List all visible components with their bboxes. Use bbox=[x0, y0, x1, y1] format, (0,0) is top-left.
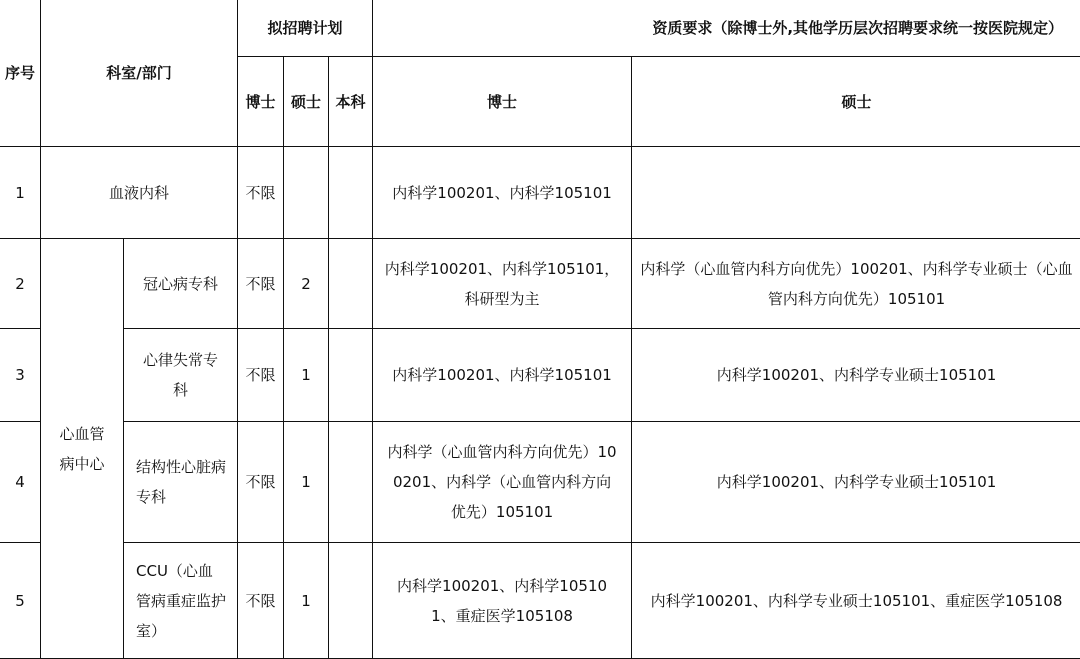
row-master-count: 1 bbox=[284, 543, 329, 659]
row-phd-req: 内科学（心血管内科方向优先）100201、内科学（心血管内科方向优先）105101 bbox=[373, 422, 632, 543]
header-bachelor: 本科 bbox=[329, 57, 373, 147]
row-subdept: 冠心病专科 bbox=[124, 239, 238, 329]
row-master-req: 内科学100201、内科学专业硕士105101、重症医学105108 bbox=[632, 543, 1080, 659]
row-phd-count: 不限 bbox=[238, 543, 284, 659]
row-seq: 5 bbox=[0, 543, 41, 659]
row-phd-req: 内科学100201、内科学105101 bbox=[373, 329, 632, 422]
row-master-req: 内科学100201、内科学专业硕士105101 bbox=[632, 422, 1080, 543]
row-phd-req: 内科学100201、内科学105101 bbox=[373, 147, 632, 239]
header-phd: 博士 bbox=[238, 57, 284, 147]
table-row bbox=[0, 422, 1080, 543]
row-bachelor-count bbox=[329, 239, 373, 329]
row-phd-count: 不限 bbox=[238, 239, 284, 329]
row-seq: 1 bbox=[0, 147, 41, 239]
header-phd-req: 博士 bbox=[373, 57, 632, 147]
table-row bbox=[0, 147, 1080, 239]
row-bachelor-count bbox=[329, 422, 373, 543]
row-subdept: 心律失常专科 bbox=[124, 329, 238, 422]
row-bachelor-count bbox=[329, 329, 373, 422]
row-master-req: 内科学（心血管内科方向优先）100201、内科学专业硕士（心血管内科方向优先）105101 bbox=[632, 239, 1080, 329]
row-seq: 3 bbox=[0, 329, 41, 422]
header-dept: 科室/部门 bbox=[41, 0, 238, 147]
row-bachelor-count bbox=[329, 543, 373, 659]
header-master: 硕士 bbox=[284, 57, 329, 147]
row-master-count bbox=[284, 147, 329, 239]
row-master-count: 1 bbox=[284, 422, 329, 543]
header-row-top bbox=[0, 0, 1080, 57]
header-requirements: 资质要求（除博士外,其他学历层次招聘要求统一按医院规定） bbox=[373, 0, 1080, 57]
row-phd-req: 内科学100201、内科学105101、重症医学105108 bbox=[373, 543, 632, 659]
row-master-count: 2 bbox=[284, 239, 329, 329]
row-phd-count: 不限 bbox=[238, 147, 284, 239]
row-subdept: CCU（心血管病重症监护室） bbox=[124, 543, 238, 659]
row-dept: 血液内科 bbox=[41, 147, 238, 239]
row-master-req bbox=[632, 147, 1080, 239]
table-row bbox=[0, 239, 1080, 329]
row-dept-group: 心血管病中心 bbox=[41, 239, 124, 659]
table-row bbox=[0, 543, 1080, 659]
row-master-count: 1 bbox=[284, 329, 329, 422]
row-seq: 4 bbox=[0, 422, 41, 543]
header-master-req: 硕士 bbox=[632, 57, 1080, 147]
row-subdept: 结构性心脏病专科 bbox=[124, 422, 238, 543]
row-phd-req: 内科学100201、内科学105101，科研型为主 bbox=[373, 239, 632, 329]
row-bachelor-count bbox=[329, 147, 373, 239]
header-plan: 拟招聘计划 bbox=[238, 0, 373, 57]
row-phd-count: 不限 bbox=[238, 329, 284, 422]
row-phd-count: 不限 bbox=[238, 422, 284, 543]
header-seq: 序号 bbox=[0, 0, 41, 147]
table-row bbox=[0, 329, 1080, 422]
row-master-req: 内科学100201、内科学专业硕士105101 bbox=[632, 329, 1080, 422]
row-seq: 2 bbox=[0, 239, 41, 329]
